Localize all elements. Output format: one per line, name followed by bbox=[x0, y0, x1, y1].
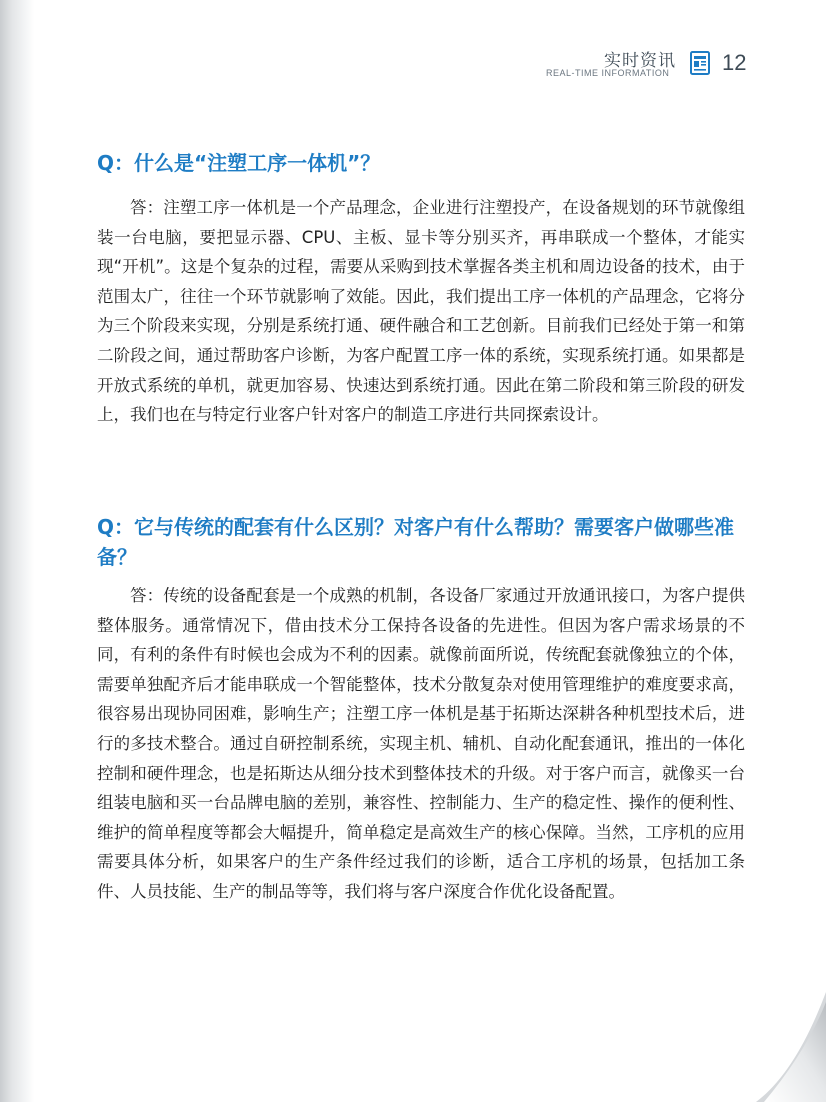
page-header bbox=[0, 0, 826, 90]
newspaper-icon bbox=[690, 51, 710, 75]
answer-paragraph: 答：传统的设备配套是一个成熟的机制，各设备厂家通过开放通讯接口，为客户提供整体服务。通常情况下，借由技术分工保持各设备的先进性。但因为客户需求场景的不同，有利的条件有时候也会成为不利的因素。就像前面所说，传统配套就像独立的个体，需要单独配齐后才能串联成一个智能整体，技术分散复杂对使用管理维护的难度要求高，很容易出现协同困难，影响生产；注塑工序一体机是基于拓斯达深耕各种机型技术后，进行的多技术整合。通过自研控制系统，实现主机、辅机、自动化配套通讯，推出的一体化控制和硬件理念，也是拓斯达从细分技术到整体技术的升级。对于客户而言，就像买一台组装电脑和买一台品牌电脑的差别，兼容性、控制能力、生产的稳定性、操作的便利性、维护的简单程度等都会大幅提升，简单稳定是高效生产的核心保障。当然，工序机的应用需要具体分析，如果客户的生产条件经过我们的诊断，适合工序机的场景，包括加工条件、人员技能、生产的制品等等，我们将与客户深度合作优化设备配置。 bbox=[97, 586, 745, 901]
answer-paragraph: 答：注塑工序一体机是一个产品理念，企业进行注塑投产，在设备规划的环节就像组装一台电脑，要把显示器、CPU、主板、显卡等分别买齐，再串联成一个整体，才能实现“开机”。这是个复杂的过程，需要从采购到技术掌握各类主机和周边设备的技术，由于范围太广，往往一个环节就影响了效能。因此，我们提出工序一体机的产品理念，它将分为三个阶段来实现，分别是系统打通、硬件融合和工艺创新。目前我们已经处于第一和第二阶段之间，通过帮助客户诊断，为客户配置工序一体的系统，实现系统打通。如果都是开放式系统的单机，就更加容易、快速达到系统打通。因此在第二阶段和第三阶段的研发上，我们也在与特定行业客户针对客户的制造工序进行共同探索设计。 bbox=[97, 198, 745, 425]
section-title: 实时资讯 bbox=[604, 51, 676, 71]
page-curl-corner bbox=[726, 992, 826, 1102]
question-heading: Q：它与传统的配套有什么区别？对客户有什么帮助？需要客户做哪些准备？ bbox=[97, 515, 735, 569]
page-number: 12 bbox=[722, 50, 747, 75]
question-heading: Q：什么是“注塑工序一体机”？ bbox=[97, 151, 381, 175]
section-subtitle: REAL-TIME INFORMATION bbox=[546, 68, 670, 78]
